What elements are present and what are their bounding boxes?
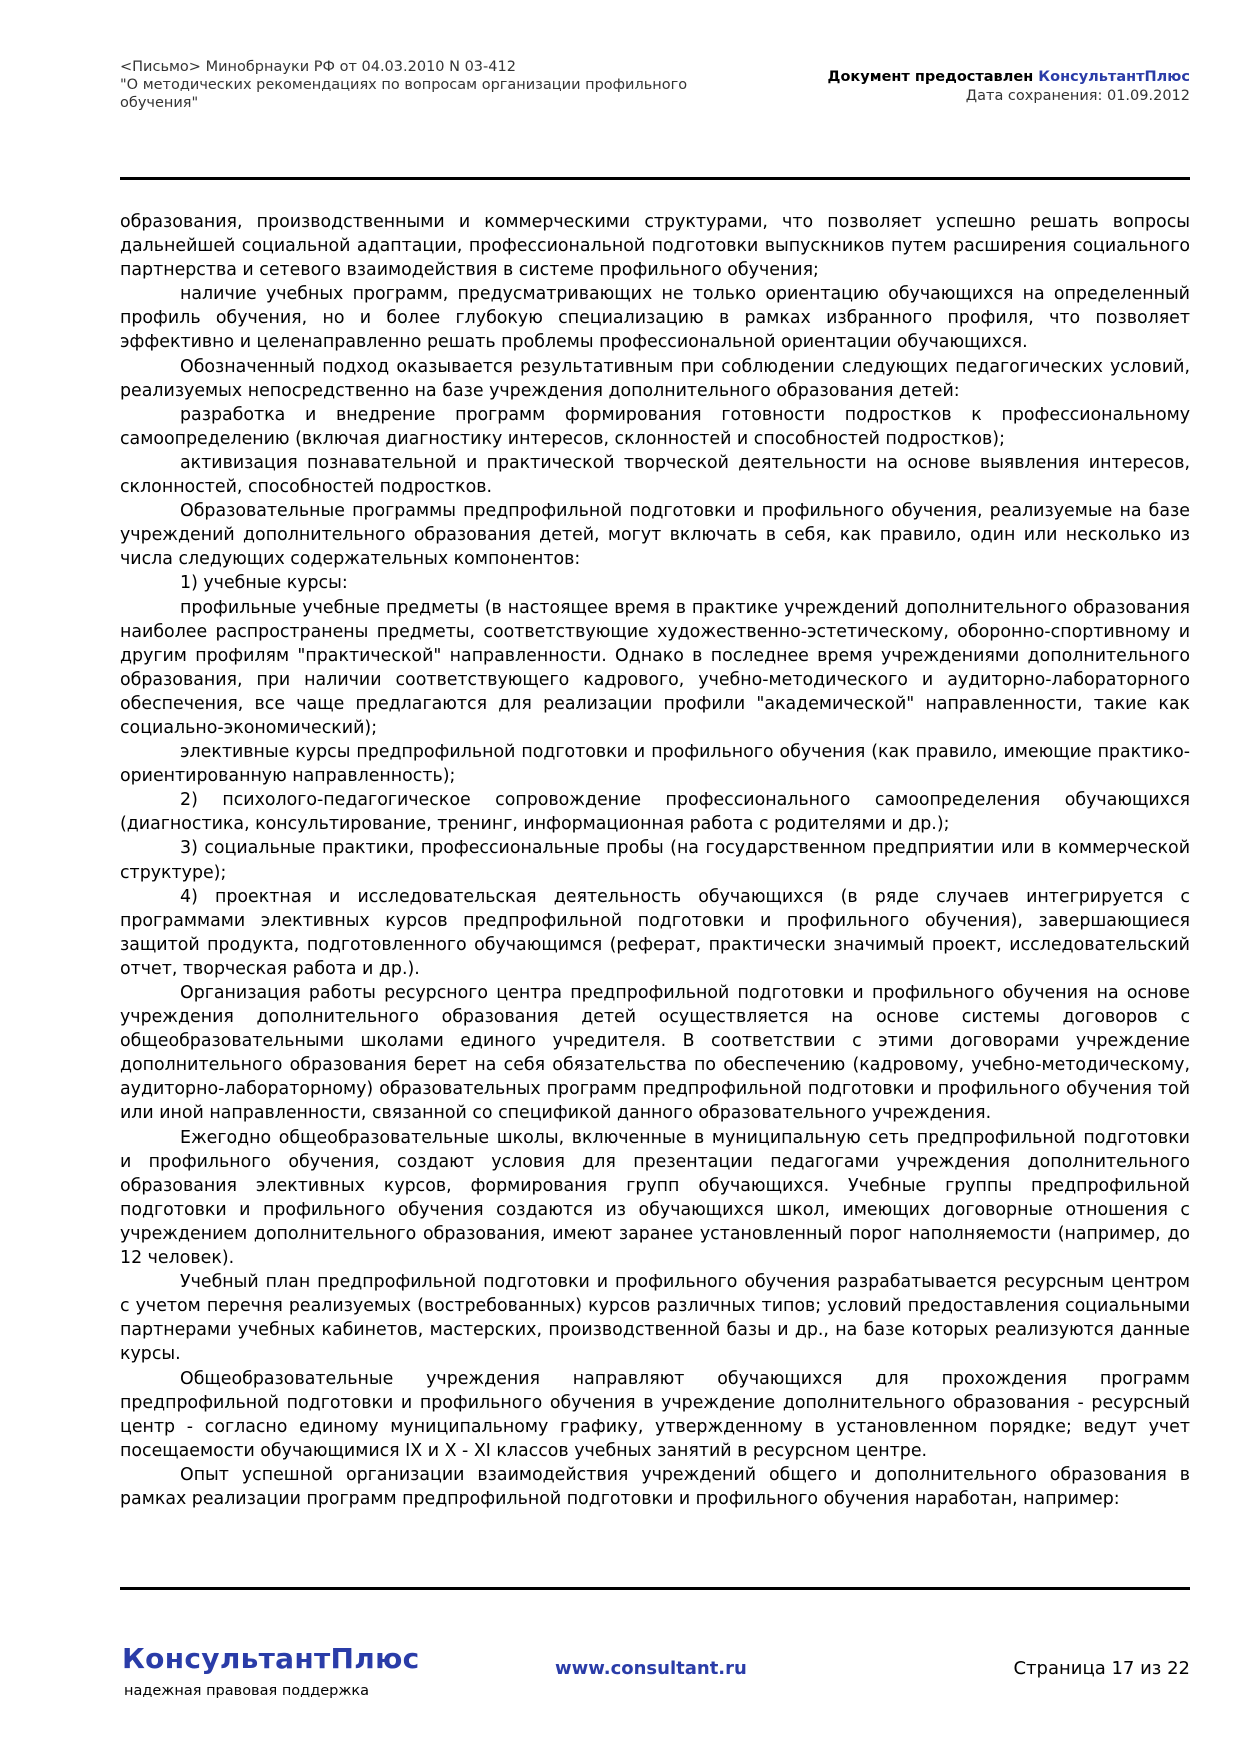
paragraph: наличие учебных программ, предусматривающих не только ориентацию обучающихся на определенный профиль обучения, но и более глубокую специализацию в рамках избранного профиля, что позволяет эффективно и целенаправленно решать проблемы профессиональной ориентации обучающихся. [120, 284, 1190, 353]
document-body [120, 210, 1190, 1511]
page-header [120, 58, 1190, 128]
paragraph: элективные курсы предпрофильной подготовки и профильного обучения (как правило, имеющие практико-ориентированную направленность); [120, 742, 1190, 787]
provider-brand-link[interactable]: КонсультантПлюс [1038, 69, 1190, 85]
paragraph: Ежегодно общеобразовательные школы, включенные в муниципальную сеть предпрофильной подготовки и профильного обучения, создают условия для презентации педагогами учреждения дополнительного образования элективных курсов, формирования групп обучающихся. Учебные группы предпрофильной подготовки и профильного обучения создаются из обучающихся школ, имеющих договорные отношения с учреждением дополнительного образования, имеют заранее установленный порог наполняемости (например, до 12 человек). [120, 1127, 1190, 1269]
header-divider [120, 177, 1190, 180]
paragraph: Организация работы ресурсного центра предпрофильной подготовки и профильного обучения на основе учреждения дополнительного образования детей осуществляется на основе системы договоров с общеобразовательными школами единого учредителя. В соответствии с этими договорами учреждение дополнительного образования берет на себя обязательства по обеспечению (кадровому, учебно-методическому, аудиторно-лабораторному) образовательных программ предпрофильной подготовки и профильного обучения той или иной направленности, связанной со спецификой данного образовательного учреждения. [120, 983, 1190, 1124]
paragraph: 1) учебные курсы: [180, 573, 348, 594]
paragraph: Опыт успешной организации взаимодействия учреждений общего и дополнительного образования в рамках реализации программ предпрофильной подготовки и профильного обучения наработан, например: [120, 1464, 1190, 1509]
paragraph: 4) проектная и исследовательская деятельность обучающихся (в ряде случаев интегрируется с программами элективных курсов предпрофильной подготовки и профильного обучения), завершающиеся защитой продукта, подготовленного обучающимся (реферат, практически значимый проект, исследовательский отчет, творческая работа и др.). [120, 886, 1190, 979]
document-reference [120, 58, 720, 112]
paragraph: Образовательные программы предпрофильной подготовки и профильного обучения, реализуемые на базе учреждений дополнительного образования детей, могут включать в себя, как правило, один или несколько из числа следующих содержательных компонентов: [120, 501, 1190, 570]
footer-divider [120, 1587, 1190, 1590]
paragraph: разработка и внедрение программ формирования готовности подростков к профессиональному самоопределению (включая диагностику интересов, склонностей и способностей подростков); [120, 404, 1190, 449]
paragraph: Учебный план предпрофильной подготовки и профильного обучения разрабатывается ресурсным центром с учетом перечня реализуемых (востребованных) курсов различных типов; условий предоставления социальными партнерами учебных кабинетов, мастерских, производственной базы и др., на базе которых реализуются данные курсы. [120, 1272, 1190, 1365]
paragraph: активизация познавательной и практической творческой деятельности на основе выявления интересов, склонностей, способностей подростков. [120, 452, 1190, 498]
footer-tagline: надежная правовая поддержка [124, 1683, 370, 1699]
footer-brand-logo: КонсультантПлюс [122, 1642, 420, 1675]
document-reference-line-1: <Письмо> Минобрнауки РФ от 04.03.2010 N 03-412 [120, 59, 516, 75]
paragraph: Обозначенный подход оказывается результативным при соблюдении следующих педагогических условий, реализуемых непосредственно на базе учреждения дополнительного образования детей: [120, 356, 1190, 401]
document-reference-line-2: "О методических рекомендациях по вопросам организации профильного [120, 77, 688, 93]
paragraph: образования, производственными и коммерческими структурами, что позволяет успешно решать вопросы дальнейшей социальной адаптации, профессиональной подготовки выпускников путем расширения социального партнерства и сетевого взаимодействия в системе профильного обучения; [120, 212, 1190, 281]
paragraph: Общеобразовательные учреждения направляют обучающихся для прохождения программ предпрофильной подготовки и профильного обучения в учреждение дополнительного образования - ресурсный центр - согласно единому муниципальному графику, утвержденному в установленном порядке; ведут учет посещаемости обучающимися IX и X - XI классов учебных занятий в ресурсном центре. [120, 1368, 1190, 1461]
paragraph: 3) социальные практики, профессиональные пробы (на государственном предприятии или в коммерческой структуре); [120, 838, 1190, 883]
paragraph: профильные учебные предметы (в настоящее время в практике учреждений дополнительного образования наиболее распространены предметы, соответствующие художественно-эстетическому, оборонно-спортивному и другим профилям "практической" направленности. Однако в последнее время учреждениями дополнительного образования, при наличии соответствующего кадрового, учебно-методического и аудиторно-лабораторного обеспечения, все чаще предлагаются для реализации профили "академической" направленности, такие как социально-экономический); [120, 597, 1190, 738]
provider-info [828, 68, 1190, 106]
provided-by [828, 68, 1190, 87]
page-number: Страница 17 из 22 [1013, 1658, 1190, 1679]
footer-website-link[interactable]: www.consultant.ru [555, 1658, 747, 1679]
provided-by-prefix: Документ предоставлен [827, 69, 1039, 85]
save-date: Дата сохранения: 01.09.2012 [965, 88, 1190, 104]
paragraph: 2) психолого-педагогическое сопровождение профессионального самоопределения обучающихся (диагностика, консультирование, тренинг, информационная работа с родителями и др.); [120, 790, 1190, 835]
document-reference-line-3: обучения" [120, 95, 199, 111]
